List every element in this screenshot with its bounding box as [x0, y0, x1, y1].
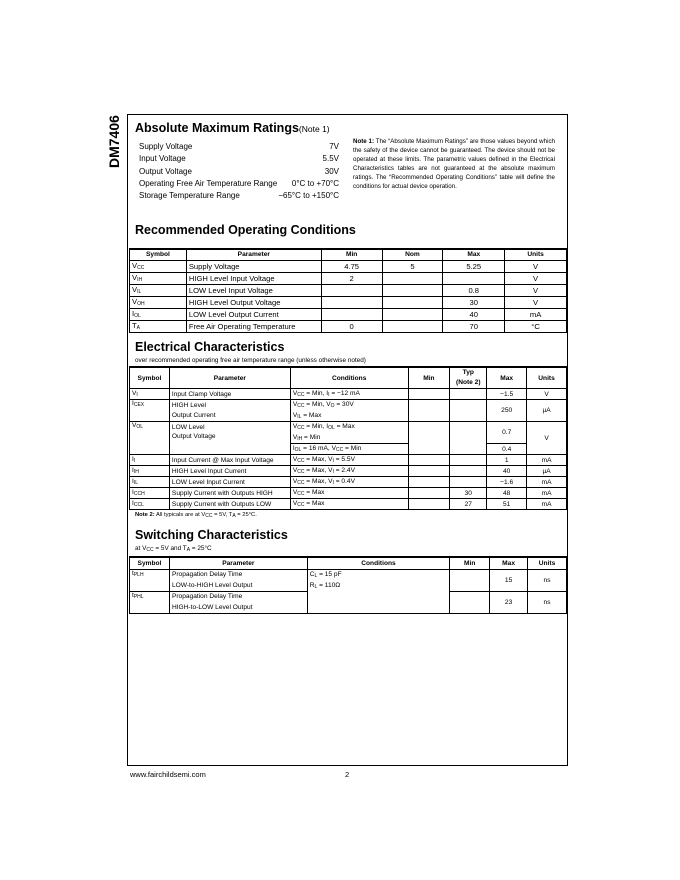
table-row: $t_{PLH}$ Propagation Delay Time $C_L = 15$ pF 15 ns	[130, 569, 567, 580]
sc-subtitle: at $V_{CC} = 5V$ and $T_A = 25^\circ C$	[135, 545, 212, 553]
table-row: $V_{CC}$ Supply Voltage 4.75 5 5.25 V	[130, 260, 567, 272]
amr-title: Absolute Maximum Ratings(Note 1)	[135, 121, 330, 135]
table-row: $I_{OL}$ LOW Level Output Current 40 mA	[130, 308, 567, 320]
amr-list	[139, 141, 339, 202]
amr-row: Operating Free Air Temperature Range 0°C to +70°C	[139, 178, 339, 188]
footer-url[interactable]: www.fairchildsemi.com	[130, 770, 206, 779]
table-row: $V_{OH}$ HIGH Level Output Voltage 30 V	[130, 296, 567, 308]
roc-header-row: Symbol Parameter Min Nom Max Units	[130, 249, 567, 260]
table-row: $I_{IH}$ HIGH Level Input Current $V_{CC}$ = Max, $V_I = 2.4V$ 40 µA	[130, 466, 567, 477]
table-row: $I_I$ Input Current @ Max Input Voltage $V_{CC}$ = Max, $V_I = 5.5V$ 1 mA	[130, 455, 567, 466]
amr-title-note: (Note 1)	[298, 124, 330, 134]
roc-title: Recommended Operating Conditions	[135, 223, 356, 237]
table-row: $t_{PHL}$ Propagation Delay Time 23 ns	[130, 591, 567, 602]
table-row: $I_{CEX}$ HIGH Level $V_{CC}$ = Min, $V_O = 30V$ 250 µA	[130, 400, 567, 411]
page-number: 2	[345, 770, 350, 779]
table-row: $I_{IL}$ LOW Level Input Current $V_{CC}$ = Max, $V_I = 0.4V$ −1.6 mA	[130, 477, 567, 488]
amr-row: Supply Voltage 7V	[139, 142, 339, 151]
ec-header-row: Symbol Parameter Conditions Min Typ (Note 2) Max Units	[130, 367, 567, 389]
table-row: $V_I$ Input Clamp Voltage $V_{CC}$ = Min, $I_I = -12$ mA −1.5 V	[130, 389, 567, 400]
table-row: $I_{CCH}$ Supply Current with Outputs HIGH $V_{CC}$ = Max 30 48 mA	[130, 488, 567, 499]
table-row: $T_A$ Free Air Operating Temperature 0 70 °C	[130, 320, 567, 332]
table-row: $V_{OL}$ LOW Level $V_{CC}$ = Min, $I_{OL}$ = Max 0.7 V	[130, 422, 567, 433]
amr-row: Output Voltage 30V	[139, 166, 339, 176]
ec-note2: Note 2: All typicals are at VCC = 5V, TA = 25°C.	[135, 512, 257, 519]
ec-subtitle: over recommended operating free air temperature range (unless otherwise noted)	[135, 357, 366, 364]
part-number-side-label: DM7406	[106, 115, 122, 168]
table-row: $V_{IH}$ HIGH Level Input Voltage 2 V	[130, 272, 567, 284]
ec-title: Electrical Characteristics	[135, 340, 285, 354]
table-row: $I_{CCL}$ Supply Current with Outputs LOW $V_{CC}$ = Max 27 51 mA	[130, 499, 567, 510]
amr-row: Storage Temperature Range −65°C to +150°C	[139, 191, 339, 201]
table-row: $V_{IL}$ LOW Level Input Voltage 0.8 V	[130, 284, 567, 296]
roc-table	[129, 248, 567, 333]
sc-title: Switching Characteristics	[135, 528, 288, 542]
amr-row: Input Voltage 5.5V	[139, 154, 339, 164]
amr-note-text: Note 1: The “Absolute Maximum Ratings” are those values beyond which the safety of the device cannot be guaranteed. The device should not be operated at these limits. The parametric values defined in the Electrical Characteristics tables are not guaranteed at the absolute maximum ratings. The “Recommended Operating Conditions” table will define the conditions for actual device operation.	[353, 138, 555, 190]
ec-table: Symbol Parameter Conditions Min Typ (Note 2) Max Units $V_I$ Input Clamp Voltage $V_{CC}$ = Min, $I_I = -12$ mA −1.5 V $I_{CEX}$ HIGH Level $V_{CC}$ = Min, $V_O = 30V$ 250 µA Output Current $V_{IL}$ = Max $V_{OL}$ LOW Level $V_{CC}$ = Min, $I_{OL}$ = Max 0.7 V Output Voltage $V_{IH}$ = Min $I_{OL} = 16$ mA, $V_{CC}$ = Min 0.4 $I_I$ Input Current @ Max Input Voltage $V_{CC}$ = Max, $V_I = 5.5V$ 1 mA $I_{IH}$ HIGH Level Input Current $V_{CC}$ = Max, $V_I = 2.4V$ 40 µA $I_{IL}$ LOW Level Input Current $V_{CC}$ = Max, $V_I = 0.4V$ −1.6 mA $I_{CCH}$ Supply Current with Outputs HIGH $V_{CC}$ = Max 30 48 mA $I_{CCL}$ Supply Current with Outputs LOW $V_{CC}$ = Max 27 51 mA	[129, 366, 567, 510]
sc-table: Symbol Parameter Conditions Min Max Units $t_{PLH}$ Propagation Delay Time $C_L = 15$ pF 15 ns LOW-to-HIGH Level Output $R_L = 110\Omega$ $t_{PHL}$ Propagation Delay Time 23 ns HIGH-to-LOW Level Output	[129, 556, 567, 614]
sc-header-row: Symbol Parameter Conditions Min Max Units	[130, 557, 567, 569]
